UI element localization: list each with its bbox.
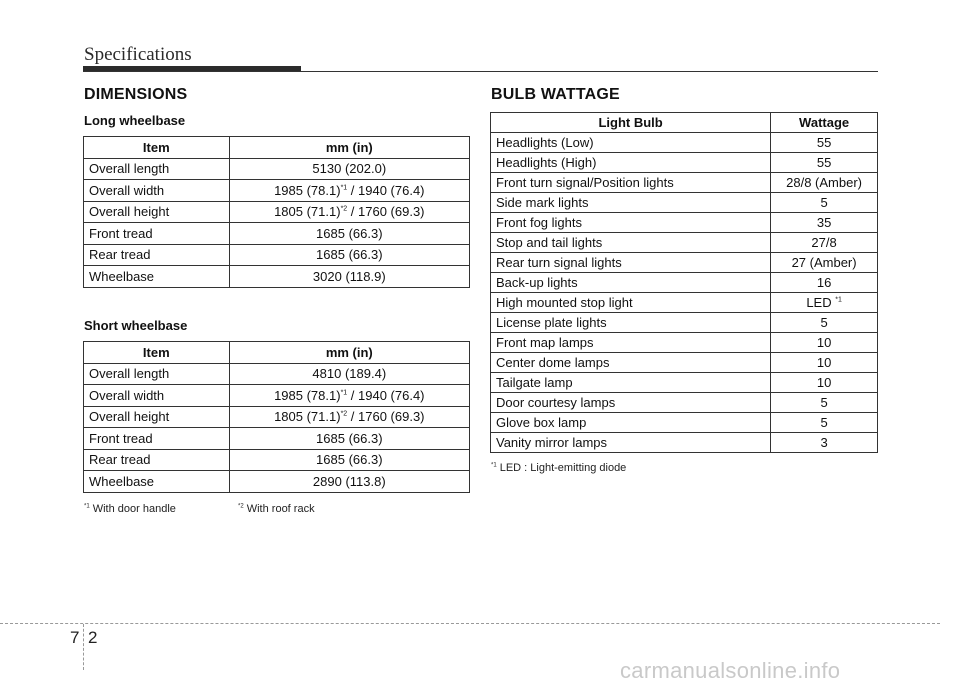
dimension-value: 1805 $(71.1)^{*2} / 1760$ (69.3) xyxy=(229,201,469,223)
footnote-roof-rack: $^{*2}$ With roof rack xyxy=(238,503,315,515)
bulb-name: Back-up lights xyxy=(491,273,771,293)
dimension-item: Overall width xyxy=(84,180,230,202)
table-row xyxy=(84,385,470,407)
table-row xyxy=(491,373,878,393)
bulb-wattage: 28/8 (Amber) xyxy=(771,173,878,193)
bulb-name: Glove box lamp xyxy=(491,413,771,433)
bulb-name: Center dome lamps xyxy=(491,353,771,373)
bulb-wattage: LED $^{*1}$ xyxy=(771,293,878,313)
bulb-wattage: 10 xyxy=(771,333,878,353)
dimension-item: Front tread xyxy=(84,428,230,450)
bulb-name: Side mark lights xyxy=(491,193,771,213)
bulb-name: Tailgate lamp xyxy=(491,373,771,393)
bulb-wattage: 27 (Amber) xyxy=(771,253,878,273)
footnote-door-handle: $^{*1}$ With door handle xyxy=(84,503,176,515)
table-row xyxy=(491,153,878,173)
bulb-wattage: 27/8 xyxy=(771,233,878,253)
table-row xyxy=(84,428,470,450)
dimension-value: 3020 (118.9) xyxy=(229,266,469,288)
bulb-wattage: 35 xyxy=(771,213,878,233)
footnote-ref: *2 xyxy=(340,205,348,213)
column-header-light-bulb: Light Bulb xyxy=(491,113,771,133)
dimension-item: Rear tread xyxy=(84,244,230,266)
table-row xyxy=(84,201,470,223)
bulb-name: High mounted stop light xyxy=(491,293,771,313)
table-row xyxy=(491,133,878,153)
dimension-value: 5130 (202.0) xyxy=(229,158,469,180)
dimension-item: Overall height xyxy=(84,406,230,428)
table-row xyxy=(491,193,878,213)
bulb-wattage: 3 xyxy=(771,433,878,453)
bulb-name: Front fog lights xyxy=(491,213,771,233)
dimension-value: 1685 (66.3) xyxy=(229,428,469,450)
table-row xyxy=(491,393,878,413)
footnote-ref: *1 xyxy=(340,184,348,192)
table-row xyxy=(84,244,470,266)
table-row xyxy=(491,293,878,313)
table-row xyxy=(491,413,878,433)
long-wheelbase-heading: Long wheelbase xyxy=(84,113,186,128)
dimension-value: 1985 $(78.1)^{*1} / 1940$ (76.4) xyxy=(229,180,469,202)
dimension-item: Wheelbase xyxy=(84,266,230,288)
table-header-row xyxy=(84,342,470,364)
table-row xyxy=(491,213,878,233)
table-row xyxy=(491,433,878,453)
bulb-name: Front turn signal/Position lights xyxy=(491,173,771,193)
column-header-item: Item xyxy=(84,137,230,159)
bulb-name: Stop and tail lights xyxy=(491,233,771,253)
dimension-item: Overall length xyxy=(84,158,230,180)
watermark-text: carmanualsonline.info xyxy=(620,658,841,683)
bulb-name: License plate lights xyxy=(491,313,771,333)
table-header-row xyxy=(84,137,470,159)
bulb-name: Front map lamps xyxy=(491,333,771,353)
column-header-wattage: Wattage xyxy=(771,113,878,133)
bulb-wattage: 55 xyxy=(771,133,878,153)
chapter-number: 7 xyxy=(70,628,80,647)
bulb-name: Vanity mirror lamps xyxy=(491,433,771,453)
short-wheelbase-heading: Short wheelbase xyxy=(84,318,188,333)
table-row xyxy=(491,273,878,293)
table-row xyxy=(84,223,470,245)
column-header-mm: mm (in) xyxy=(229,137,469,159)
table-row xyxy=(84,266,470,288)
bulb-wattage: 10 xyxy=(771,353,878,373)
dimension-item: Rear tread xyxy=(84,449,230,471)
footnote-ref: *1 xyxy=(340,389,348,397)
page-header-title: Specifications xyxy=(84,44,192,65)
table-row xyxy=(84,363,470,385)
table-row xyxy=(491,173,878,193)
bulb-wattage-heading: BULB WATTAGE xyxy=(491,86,620,103)
table-row xyxy=(491,253,878,273)
dimension-value: 1685 (66.3) xyxy=(229,449,469,471)
bulb-name: Rear turn signal lights xyxy=(491,253,771,273)
short-wheelbase-table xyxy=(83,341,470,493)
dimension-value: 1805 $(71.1)^{*2} / 1760$ (69.3) xyxy=(229,406,469,428)
bulb-wattage: 5 xyxy=(771,193,878,213)
bulb-wattage: 16 xyxy=(771,273,878,293)
dimension-value: 1685 (66.3) xyxy=(229,244,469,266)
bulb-name: Headlights (High) xyxy=(491,153,771,173)
bulb-name: Headlights (Low) xyxy=(491,133,771,153)
footnote-led: $^{*1}$ LED : Light-emitting diode xyxy=(491,462,627,474)
column-header-mm: mm (in) xyxy=(229,342,469,364)
table-header-row xyxy=(491,113,878,133)
table-row xyxy=(491,353,878,373)
column-header-item: Item xyxy=(84,342,230,364)
bulb-wattage: 5 xyxy=(771,393,878,413)
dimension-value: 1985 $(78.1)^{*1} / 1940$ (76.4) xyxy=(229,385,469,407)
table-row xyxy=(491,313,878,333)
dimension-item: Wheelbase xyxy=(84,471,230,493)
dimension-item: Overall width xyxy=(84,385,230,407)
footer-page-separator xyxy=(83,624,84,670)
footer-divider xyxy=(0,623,940,624)
table-row xyxy=(84,158,470,180)
dimension-item: Overall length xyxy=(84,363,230,385)
bulb-wattage-table xyxy=(490,112,878,453)
table-row xyxy=(84,449,470,471)
long-wheelbase-table xyxy=(83,136,470,288)
bulb-wattage: 10 xyxy=(771,373,878,393)
bulb-wattage: 55 xyxy=(771,153,878,173)
table-row xyxy=(84,180,470,202)
table-row xyxy=(491,233,878,253)
dimension-value: 1685 (66.3) xyxy=(229,223,469,245)
dimension-item: Overall height xyxy=(84,201,230,223)
dimensions-heading: DIMENSIONS xyxy=(84,86,188,103)
dimension-item: Front tread xyxy=(84,223,230,245)
table-row xyxy=(84,471,470,493)
bulb-name: Door courtesy lamps xyxy=(491,393,771,413)
bulb-wattage: 5 xyxy=(771,413,878,433)
table-row xyxy=(84,406,470,428)
page-number: 2 xyxy=(88,628,98,647)
dimension-value: 2890 (113.8) xyxy=(229,471,469,493)
footnote-ref: *2 xyxy=(340,410,348,418)
footnote-ref: *1 xyxy=(835,296,842,304)
table-row xyxy=(491,333,878,353)
header-divider xyxy=(83,71,878,72)
dimension-value: 4810 (189.4) xyxy=(229,363,469,385)
bulb-wattage: 5 xyxy=(771,313,878,333)
